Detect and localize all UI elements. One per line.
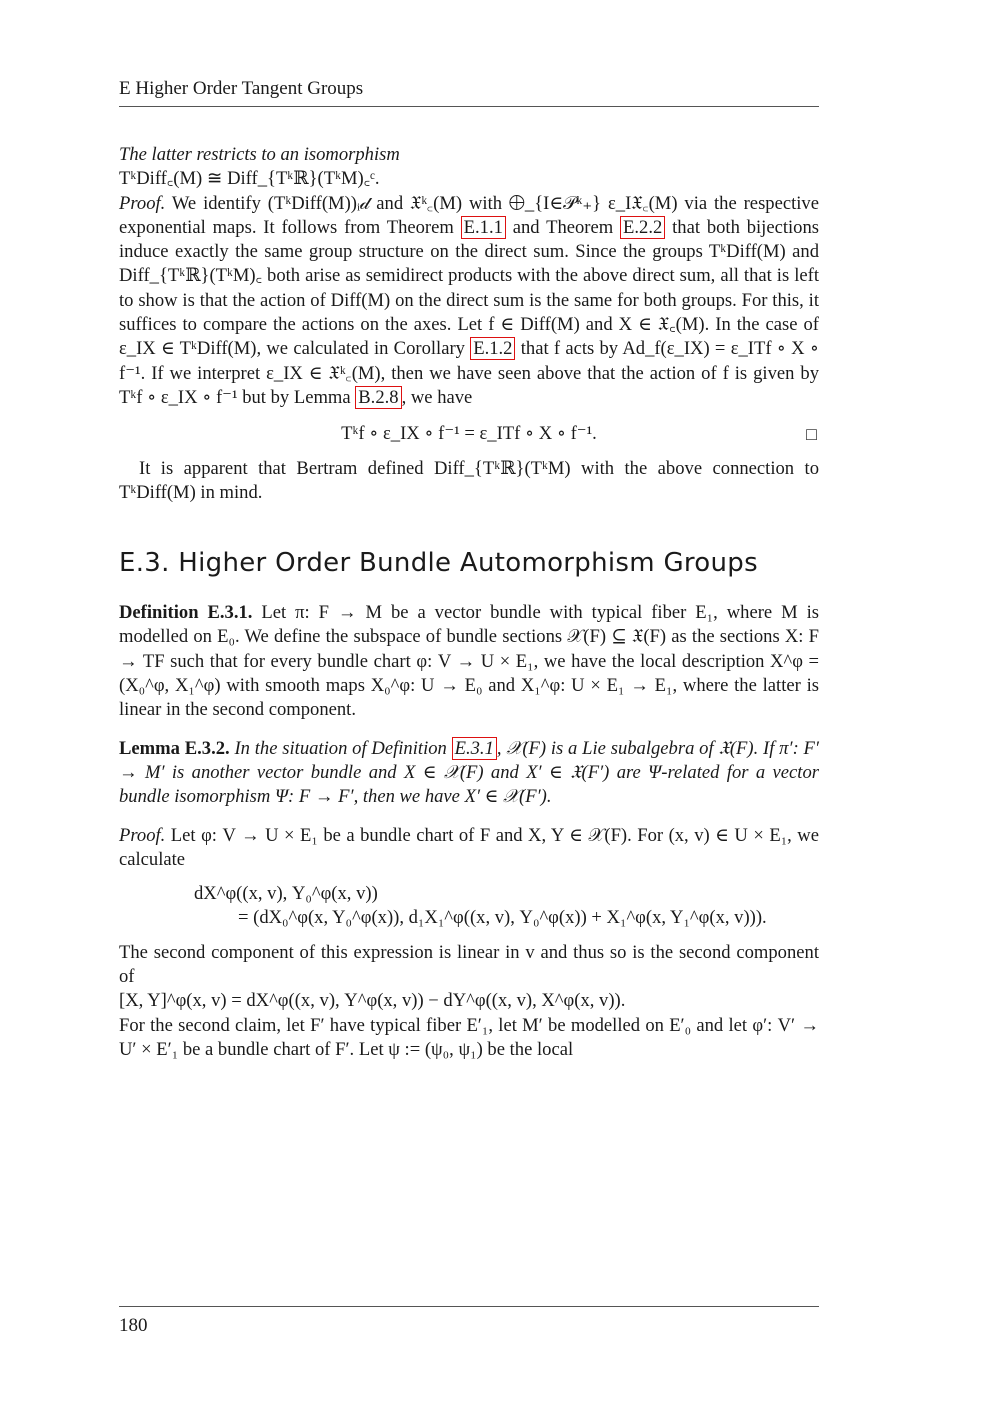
page-number: 180	[119, 1315, 148, 1336]
proof-text-2: and Theorem	[505, 216, 621, 238]
header-rule	[119, 106, 819, 107]
lemma-e32	[119, 737, 819, 810]
definition-text: Let π: F → M be a vector bundle with typical fiber E₁, where M is modelled on E₀. We define the subspace of bundle sections 𝒳(F) ⊆ 𝔛(F) as the sections X: F → TF such that for every bundle chart φ: V → U × E₁, we have the local description X^φ = (X₀^φ, X₁^φ) with smooth maps X₀^φ: U → E₀ and X₁^φ: U × E₁ → E₁, where the latter is linear in the second component.	[119, 602, 819, 721]
proof-paragraph-1	[119, 192, 819, 411]
ref-corollary-e12[interactable]: E.1.2	[470, 337, 515, 360]
equation-calculation-line-1: dX^φ((x, v), Y₀^φ(x, v))	[194, 883, 378, 905]
equation-action-line	[119, 422, 819, 446]
running-head: E Higher Order Tangent Groups	[119, 78, 364, 99]
proof-text-4: that f acts by Ad_f(ε_IX) = ε_ITf ∘ X ∘ f⁻¹. If we interpret ε_IX ∈ 𝔛ᵏ꜀(M), then we have seen above that the action of f is given by Tᵏf ∘ ε_IX ∘ f⁻¹ but by Lemma	[119, 338, 819, 408]
proof-text: Let φ: V → U × E₁ be a bundle chart of F and X, Y ∈ 𝒳(F). For (x, v) ∈ U × E₁, we calculate	[119, 824, 819, 870]
qed-symbol: □	[806, 424, 817, 445]
definition-e31	[119, 601, 819, 722]
equation-action: Tᵏf ∘ ε_IX ∘ f⁻¹ = ε_ITf ∘ X ∘ f⁻¹.	[341, 423, 597, 445]
proof-label: Proof.	[119, 192, 166, 214]
proof-text-5: , we have	[401, 386, 473, 408]
proof-paragraph-2	[119, 824, 819, 873]
equation-lie-bracket: [X, Y]^φ(x, v) = dX^φ((x, v), Y^φ(x, v)) − dY^φ((x, v), X^φ(x, v)).	[119, 990, 626, 1012]
proof-text-1: We identify (TᵏDiff(M))ᵢ𝒹 and 𝔛ᵏ꜀(M) with ⨁_{I∈𝒫ᵏ₊} ε_I𝔛꜀(M) via the respective exponential maps. It follows from Theorem	[119, 192, 819, 238]
proof-label: Proof.	[119, 824, 166, 846]
equation-isomorphism: TᵏDiff꜀(M) ≅ Diff_{Tᵏℝ}(TᵏM)꜀ᶜ.	[119, 168, 380, 190]
ref-theorem-e11[interactable]: E.1.1	[461, 216, 506, 239]
page-body	[119, 143, 819, 1062]
definition-label: Definition E.3.1.	[119, 602, 253, 624]
ref-definition-e31[interactable]: E.3.1	[452, 737, 497, 760]
spacer	[119, 810, 819, 824]
equation-calculation	[194, 882, 819, 931]
spacer	[119, 723, 819, 737]
section-heading: E.3. Higher Order Bundle Automorphism Groups	[119, 548, 758, 579]
paragraph-bertram: It is apparent that Bertram defined Diff_{Tᵏℝ}(TᵏM) with the above connection to TᵏDiff(M) in mind.	[119, 457, 819, 503]
ref-theorem-e22[interactable]: E.2.2	[620, 216, 665, 239]
ref-lemma-b28[interactable]: B.2.8	[355, 386, 401, 409]
lemma-text-1: In the situation of Definition	[229, 737, 452, 759]
footer-rule	[119, 1306, 819, 1307]
lemma-text-2: , 𝒳(F) is a Lie subalgebra of 𝔛(F). If π′: F′ → M′ is another vector bundle and X ∈ 𝒳(F) and X′ ∈ 𝔛(F′) are Ψ-related for a vector bundle isomorphism Ψ: F → F′, then we have X′ ∈ 𝒳(F′).	[119, 737, 819, 808]
proof-text-3: that both bijections induce exactly the same group structure on the direct sum. Since the groups TᵏDiff(M) and Diff_{Tᵏℝ}(TᵏM)꜀ both arise as semidirect products with the above direct sum, all that is left to show is that the action of Diff(M) on the direct sum is the same for both groups. For this, it suffices to compare the actions on the axes. Let f ∈ Diff(M) and X ∈ 𝔛꜀(M). In the case of ε_IX ∈ TᵏDiff(M), we calculated in Corollary	[119, 216, 819, 360]
paragraph-latter-restricts: The latter restricts to an isomorphism	[119, 144, 400, 165]
equation-calculation-line-2: = (dX₀^φ(x, Y₀^φ(x)), d₁X₁^φ((x, v), Y₀^φ(x)) + X₁^φ(x, Y₁^φ(x, v))).	[238, 907, 767, 929]
paragraph-second-claim: For the second claim, let F′ have typical fiber E′₁, let M′ be modelled on E′₀ and let φ′: V′ → U′ × E′₁ be a bundle chart of F′. Let ψ := (ψ₀, ψ₁) be the local	[119, 1014, 819, 1060]
paragraph-second-component: The second component of this expression is linear in v and thus so is the second component of	[119, 941, 819, 988]
lemma-label: Lemma E.3.2.	[119, 737, 230, 759]
page	[119, 0, 819, 1414]
